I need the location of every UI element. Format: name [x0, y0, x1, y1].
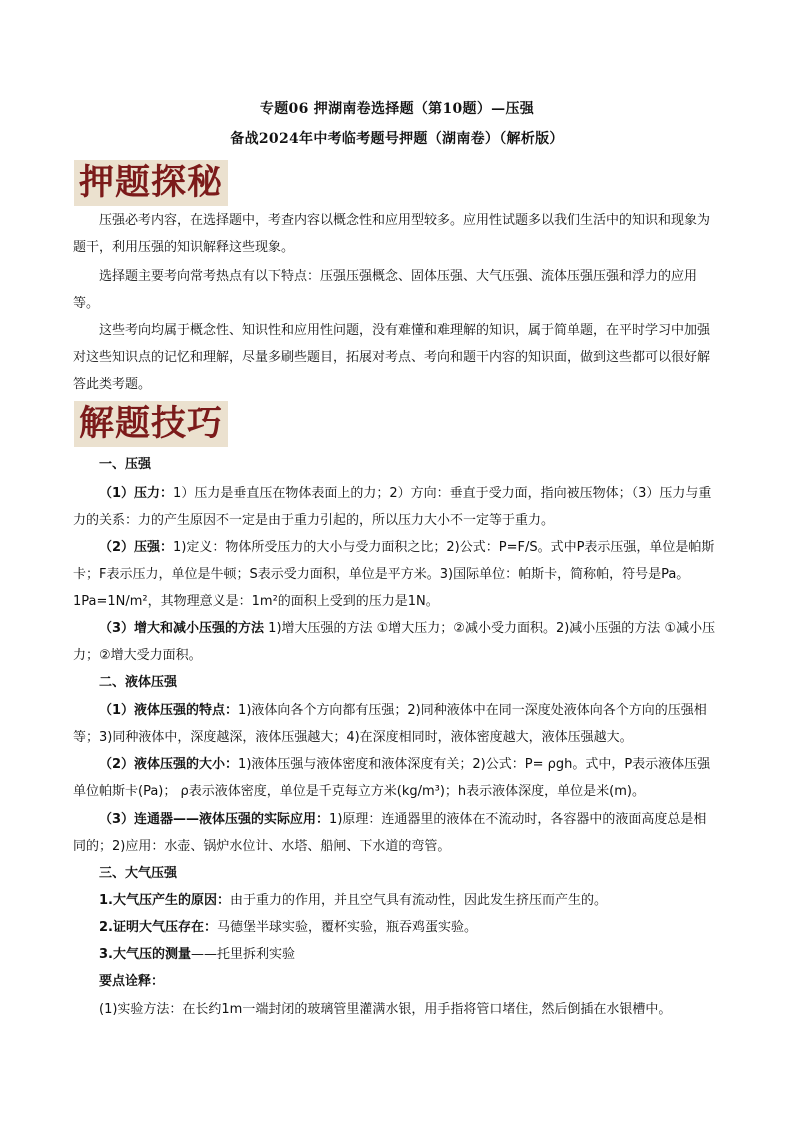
line-text: 由于重力的作用，并且空气具有流动性，因此发生挤压而产生的。	[229, 893, 607, 908]
line-text: 马德堡半球实验，覆杯实验，瓶吞鸡蛋实验。	[216, 920, 477, 935]
section-banner-ya-ti-tan-mi: 押题探秘	[74, 160, 228, 206]
paragraph-label: （2）液体压强的大小：	[99, 757, 239, 772]
paragraph-connected-vessels	[73, 806, 719, 860]
paragraph-pressure-force	[73, 480, 719, 534]
paragraph-pressure-methods	[73, 615, 719, 669]
document-title: 专题06 押湖南卷选择题（第10题）—压强	[259, 101, 535, 117]
line-label: 1.大气压产生的原因：	[99, 893, 230, 908]
experiment-method-line: (1)实验方法：在长约1m一端封闭的玻璃管里灌满水银，用手指将管口堵住，然后倒插在水银槽中。	[99, 1002, 672, 1017]
line-atmosphere-cause	[73, 887, 719, 914]
key-points-heading: 要点诠释：	[99, 974, 165, 989]
paragraph-text: 1)定义：物体所受压力的大小与受力面积之比；2)公式：P=F/S。式中P表示压强，单位是帕斯卡；F表示压力，单位是牛顿；S表示受力面积，单位是平方米。3)国际单位：帕斯卡，简称帕，符号是Pa。1Pa=1N/m²，其物理意义是：1m²的面积上受到的压力是1N。	[73, 540, 715, 609]
document-subtitle: 备战2024年中考临考题号押题（湖南卷）（解析版）	[230, 131, 564, 147]
paragraph-text: 1)液体压强与液体密度和液体深度有关；2)公式：P= ρgh。式中，P表示液体压强单位帕斯卡(Pa)； ρ表示液体密度，单位是千克每立方米(kg/m³)；h表示液体深度，单位是米(m)。	[73, 757, 711, 799]
line-label: 2.证明大气压存在：	[99, 920, 217, 935]
intro-paragraph-2: 选择题主要考向常考热点有以下特点：压强压强概念、固体压强、大气压强、流体压强压强和浮力的应用等。	[73, 269, 698, 311]
section-banner-jie-ti-ji-qiao: 解题技巧	[74, 401, 228, 447]
paragraph-label: （2）压强：	[99, 540, 174, 555]
paragraph-pressure-definition	[73, 534, 719, 615]
paragraph-liquid-magnitude	[73, 751, 719, 805]
paragraph-text: 1)增大压强的方法 ①增大压力；②减小受力面积。2)减小压强的方法 ①减小压力；②增大受力面积。	[73, 621, 716, 663]
paragraph-text: 1)原理：连通器里的液体在不流动时，各容器中的液面高度总是相同的；2)应用：水壶、锅炉水位计、水塔、船闸、下水道的弯管。	[73, 812, 707, 854]
intro-paragraph-1: 压强必考内容，在选择题中，考查内容以概念性和应用型较多。应用性试题多以我们生活中的知识和现象为题干，利用压强的知识解释这些现象。	[73, 213, 711, 255]
paragraph-label: （3）增大和减小压强的方法	[99, 621, 265, 636]
intro-paragraph-3: 这些考向均属于概念性、知识性和应用性问题，没有难懂和难理解的知识，属于简单题，在平时学习中加强对这些知识点的记忆和理解，尽量多刷些题目，拓展对考点、考向和题干内容的知识面，做到这些都可以很好解答此类考题。	[73, 323, 711, 392]
line-atmosphere-proof	[73, 914, 719, 941]
line-atmosphere-measurement	[73, 941, 719, 968]
paragraph-text: 1）压力是垂直压在物体表面上的力；2）方向：垂直于受力面，指向被压物体；（3）压力与重力的关系：力的产生原因不一定是由于重力引起的，所以压力大小不一定等于重力。	[73, 486, 712, 528]
paragraph-label: （1）液体压强的特点：	[99, 703, 239, 718]
line-text: ——托里拆利实验	[190, 947, 295, 962]
heading-atmospheric-pressure: 三、大气压强	[99, 866, 178, 881]
paragraph-label: （3）连通器——液体压强的实际应用：	[99, 812, 330, 827]
paragraph-liquid-characteristics	[73, 697, 719, 751]
paragraph-label: （1）压力：	[99, 486, 174, 501]
heading-liquid-pressure: 二、液体压强	[99, 675, 178, 690]
line-label: 3.大气压的测量	[99, 947, 191, 962]
paragraph-text: 1)液体向各个方向都有压强；2)同种液体中在同一深度处液体向各个方向的压强相等；3)同种液体中，深度越深，液体压强越大；4)在深度相同时，液体密度越大，液体压强越大。	[73, 703, 707, 745]
heading-pressure: 一、压强	[99, 457, 152, 472]
